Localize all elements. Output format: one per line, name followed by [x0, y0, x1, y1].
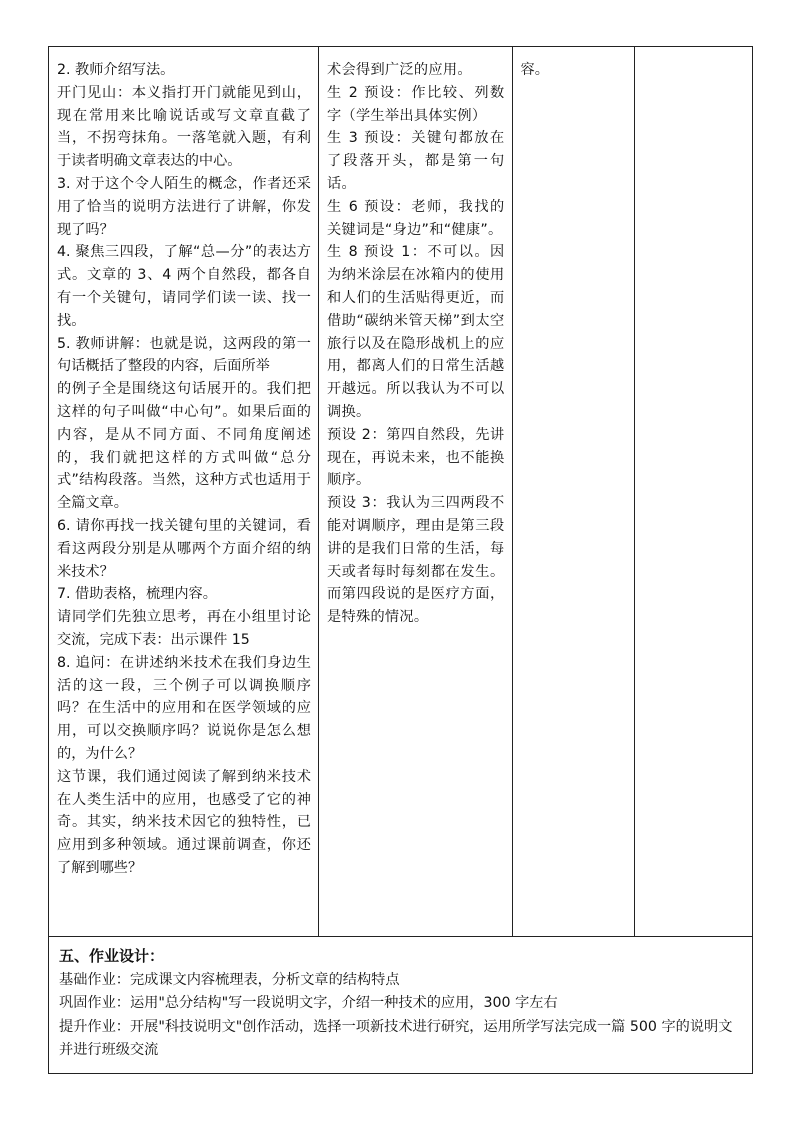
homework-basic: 基础作业：完成课文内容梳理表，分析文章的结构特点 — [59, 971, 400, 988]
lesson-plan-sheet — [48, 46, 753, 1074]
student-activity-cell — [318, 47, 512, 937]
paragraph: 开门见山：本义指打开门就能见到山，现在常用来比喻说话或写文章直截了当，不拐弯抹角。一落笔就入题，有利于读者明确文章表达的中心。 — [57, 84, 311, 170]
paragraph: 8. 追问：在讲述纳米技术在我们身边生活的这一段，三个例子可以调换顺序吗？在生活中的应用和在医学领域的应用，可以交换顺序吗？说说你是怎么想的，为什么？ — [57, 654, 311, 762]
homework-cell — [49, 937, 753, 1074]
homework-row — [49, 937, 753, 1074]
paragraph: 4. 聚焦三四段，了解“总—分”的表达方式。文章的 3、4 两个自然段，都各自有一个关键句，请同学们读一读、找一找。 — [57, 244, 311, 329]
teaching-process-row — [49, 47, 753, 937]
paragraph: 预设 2：第四自然段，先讲现在，再说未来，也不能换顺序。 — [326, 426, 505, 489]
lesson-plan-table — [48, 46, 753, 1074]
paragraph: 请同学们先独立思考，再在小组里讨论交流，完成下表：出示课件 15 — [57, 609, 311, 648]
paragraph: 这节课，我们通过阅读了解到纳米技术在人类生活中的应用，也感受了它的神奇。其实，纳米技术因它的独特性，已应用到多种领域。通过课前调查，你还了解到哪些？ — [57, 768, 311, 876]
paragraph: 5. 教师讲解：也就是说，这两段的第一句话概括了整段的内容，后面所举 — [57, 335, 311, 375]
paragraph: 生 3 预设：关键句都放在了段落开头，都是第一句话。 — [326, 130, 505, 192]
paragraph: 6. 请你再找一找关键句里的关键词，看看这两段分别是从哪两个方面介绍的纳米技术？ — [57, 517, 311, 580]
homework-extend: 提升作业：开展"科技说明文"创作活动，选择一项新技术进行研究，运用所学写法完成一篇 500 字的说明文并进行班级交流 — [59, 1018, 733, 1058]
homework-heading: 五、作业设计： — [59, 947, 165, 965]
teacher-activity-cell — [49, 47, 319, 937]
paragraph: 的例子全是围绕这句话展开的。我们把这样的句子叫做“中心句”。如果后面的内容，是从不同方面、不同角度阐述的，我们就把这样的方式叫做“总分式”结构段落。当然，这种方式也适用于全篇文章。 — [57, 381, 311, 512]
design-intent-cell — [512, 47, 634, 937]
notes-cell — [634, 47, 752, 937]
paragraph: 术会得到广泛的应用。 — [326, 62, 472, 78]
paragraph: 3. 对于这个令人陌生的概念，作者还采用了恰当的说明方法进行了讲解，你发现了吗？ — [57, 175, 311, 238]
paragraph: 容。 — [520, 62, 549, 78]
homework-consolidate: 巩固作业：运用"总分结构"写一段说明文字，介绍一种技术的应用，300 字左右 — [59, 995, 558, 1011]
paragraph: 生 6 预设：老师，我找的关键词是“身边”和“健康”。 — [326, 198, 505, 238]
paragraph: 生 8 预设 1：不可以。因为纳米涂层在冰箱内的使用和人们的生活贴得更近，而借助“碳纳米管天梯”到太空旅行以及在隐形战机上的应用，都离人们的日常生活越开越远。所以我认为不可以调换。 — [326, 244, 505, 420]
paragraph: 预设 3：我认为三四两段不能对调顺序，理由是第三段讲的是我们日常的生活，每天或者每时每刻都在发生。而第四段说的是医疗方面，是特殊的情况。 — [326, 495, 505, 626]
paragraph: 2. 教师介绍写法。 — [57, 62, 175, 78]
paragraph: 生 2 预设：作比较、列数字（学生举出具体实例） — [326, 84, 505, 124]
paragraph: 7. 借助表格，梳理内容。 — [57, 586, 217, 603]
